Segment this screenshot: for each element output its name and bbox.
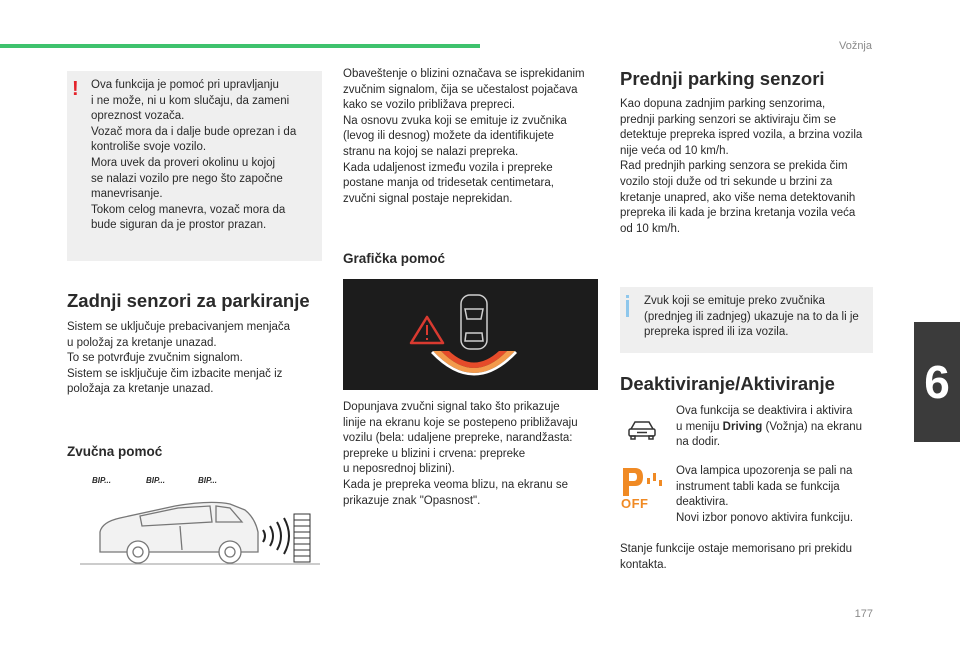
warning-lamp-text: Ova lampica upozorenja se pali na instrument tabli kada se funkcija deaktivira. Novi izbor ponovo aktivira funkciju. — [676, 465, 854, 524]
danger-sign-icon — [411, 317, 443, 343]
proximity-intro-text: Obaveštenje o blizini označava se isprekidanim zvučnim signalom, čija se učestalost pojačava kako se vozilo približava prepreci. Na osnovu zvuka koji se emituje iz zvučnika (levog ili desnog) možete da identifikujete stranu na kojoj se nalazi prepreka. Kada udaljenost između vozila i prepreke postane manja od tridesetak centimetara, zvučni signal postaje neprekidan. — [343, 68, 585, 205]
beep-label-2: BIP... — [146, 476, 165, 485]
car-rear-icon — [100, 502, 258, 563]
info-text: Zvuk koji se emituje preko zvučnika (prednjeg ili zadnjeg) ukazuje na to da li je prepreka ispred ili iza vozila. — [644, 295, 859, 339]
deactivation-title: Deaktiviranje/Aktiviranje — [620, 373, 835, 394]
memory-status-text: Stanje funkcije ostaje memorisano pri prekidu kontakta. — [620, 543, 853, 571]
parking-off-warning-icon — [620, 466, 666, 512]
front-sensors-title: Prednji parking senzori — [620, 68, 825, 89]
parking-display-screen — [343, 279, 598, 390]
chapter-progress-bar — [0, 44, 480, 48]
chapter-tab: 6 — [914, 322, 960, 442]
beep-label-3: BIP... — [198, 476, 217, 485]
page-number: 177 — [854, 608, 873, 620]
warning-text: Ova funkcija je pomoć pri upravljanju i ne može, ni u kom slučaju, da zameni opreznost vozača. Vozač mora da i dalje bude oprezan i da kontroliše svoje vozilo. Mora uvek da proveri okolinu u kojoj se nalazi vozilo pre nego što započne manevrisanje. Tokom celog manevra, vozač mora da bude siguran da je prostor prazan. — [91, 79, 297, 232]
section-title: Vožnja — [838, 40, 872, 52]
warning-exclamation-icon: ! — [72, 78, 79, 100]
rear-sensor-illustration — [80, 470, 320, 570]
sound-waves-icon — [263, 518, 289, 554]
beep-label-1: BIP... — [92, 476, 111, 485]
audio-aid-title: Zvučna pomoć — [67, 444, 163, 459]
proximity-arcs — [431, 351, 517, 376]
rear-sensors-text: Sistem se uključuje prebacivanjem menjača u položaj za kretanje unazad. To se potvrđuje zvučnim signalom. Sistem se isključuje čim izbacite menjač iz položaja za kretanje unazad. — [67, 321, 291, 396]
graphic-aid-title: Grafička pomoć — [343, 251, 446, 266]
info-icon — [626, 295, 629, 317]
warning-box — [67, 71, 322, 261]
deactivation-menu-text: Ova funkcija se deaktivira i aktivira u meniju Driving (Vožnja) na ekranu na dodir. — [676, 405, 863, 449]
graphic-aid-text: Dopunjava zvučni signal tako što prikazuje linije na ekranu koje se postepeno približavaju vozilu (bela: udaljene prepreke, narandžasta: prepreke u blizini i crvena: prepreke u neposrednoj blizini). Kada je prepreka veoma blizu, na ekranu se prikazuje znak "Opasnost". — [343, 401, 578, 507]
front-sensors-text: Kao dopuna zadnjim parking senzorima, prednji parking senzori se aktiviraju čim se detektuje prepreka ispred vozila, a brzina vozila nije veća od 10 km/h. Rad prednjih parking senzora se prekida čim vozilo stoji duže od tri sekunde u brzini za kretanje unapred, ako više nema detektovanih prepreka ili kada je brzina kretanja vozila veća od 10 km/h. — [620, 98, 863, 235]
rear-sensors-title: Zadnji senzori za parkiranje — [67, 290, 310, 311]
car-top-view-icon — [461, 295, 487, 349]
car-settings-icon — [626, 416, 658, 442]
brick-wall-icon — [294, 514, 310, 562]
info-box — [620, 287, 873, 353]
off-label: OFF — [621, 496, 649, 511]
